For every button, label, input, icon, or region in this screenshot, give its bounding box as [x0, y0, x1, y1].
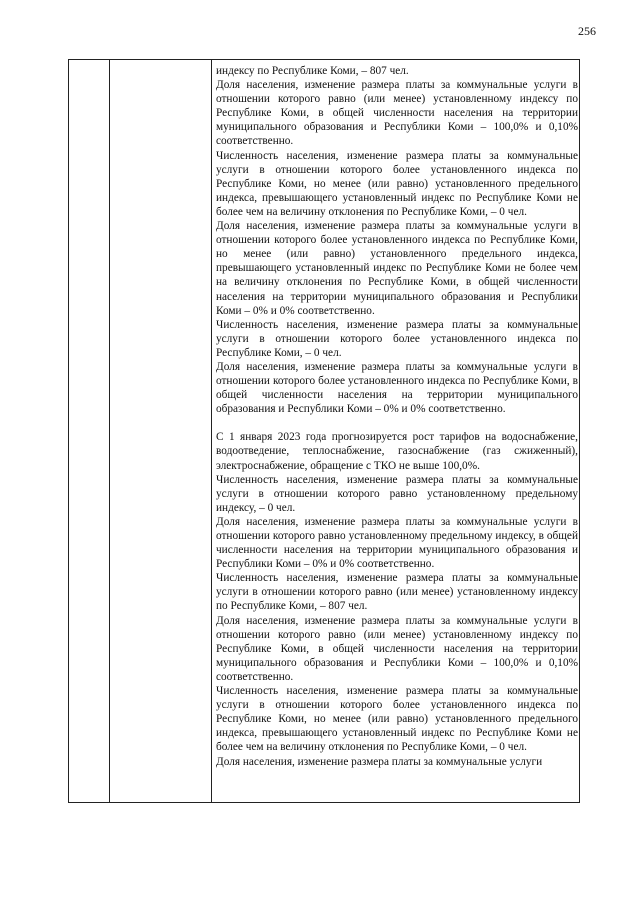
table-text-cell — [216, 64, 578, 769]
paragraph: Доля населения, изменение размера платы за коммунальные услуги в отношении которого равно (или менее) установленному индексу по Республике Коми, в общей численности населения на территории муниципального образования и Республики Коми – 100,0% и 0,10% соответственно. — [216, 614, 578, 683]
paragraph: Численность населения, изменение размера платы за коммунальные услуги в отношении которого более установленного индекса по Республике Коми, но менее (или равно) установленного предельного индекса, превышающего установленный индекс по Республике Коми не более чем на величину отклонения по Республике Коми, – 0 чел. — [216, 685, 578, 754]
paragraph: Численность населения, изменение размера платы за коммунальные услуги в отношении которого более установленного индекса по Республике Коми, – 0 чел. — [216, 318, 578, 359]
paragraph: Численность населения, изменение размера платы за коммунальные услуги в отношении которого более установленного индекса по Республике Коми, но менее (или равно) установленного предельного индекса, превышающего установленный индекс по Республике Коми не более чем на величину отклонения по Республике Коми, – 0 чел. — [216, 149, 578, 218]
paragraph: индексу по Республике Коми, – 807 чел. — [216, 65, 409, 77]
paragraph: Доля населения, изменение размера платы за коммунальные услуги в отношении которого равно (или менее) установленному индексу по Республике Коми, в общей численности населения на территории муниципального образования и Республики Коми – 100,0% и 0,10% соответственно. — [216, 79, 578, 148]
paragraph: Численность населения, изменение размера платы за коммунальные услуги в отношении которого равно установленному предельному индексу, – 0 чел. — [216, 473, 578, 514]
paragraph: С 1 января 2023 года прогнозируется рост тарифов на водоснабжение, водоотведение, теплоснабжение, газоснабжение (газ сжиженный), электроснабжение, обращение с ТКО не выше 100,0%. — [216, 431, 578, 472]
table-column-divider — [211, 60, 212, 802]
paragraph: Численность населения, изменение размера платы за коммунальные услуги в отношении которого равно (или менее) установленному индексу по Республике Коми, – 807 чел. — [216, 572, 578, 613]
table-column-divider — [109, 60, 110, 802]
page-number: 256 — [578, 24, 596, 38]
paragraph: Доля населения, изменение размера платы за коммунальные услуги в отношении которого более установленного индекса по Республике Коми, но менее (или равно) установленного предельного индекса, превышающего установленный индекс по Республике Коми не более чем на величину отклонения по Республике Коми, в общей численности населения на территории муниципального образования и Республики Коми – 0% и 0% соответственно. — [216, 220, 578, 317]
paragraph: Доля населения, изменение размера платы за коммунальные услуги в отношении которого более установленного индекса по Республике Коми, в общей численности населения на территории муниципального образования и Республики Коми – 0% и 0% соответственно. — [216, 360, 578, 416]
paragraph: Доля населения, изменение размера платы за коммунальные услуги — [216, 755, 543, 768]
paragraph: Доля населения, изменение размера платы за коммунальные услуги в отношении которого равно установленному предельному индексу, в общей численности населения на территории муниципального образования и Республики Коми – 0% и 0% соответственно. — [216, 515, 578, 571]
document-table — [68, 59, 580, 803]
